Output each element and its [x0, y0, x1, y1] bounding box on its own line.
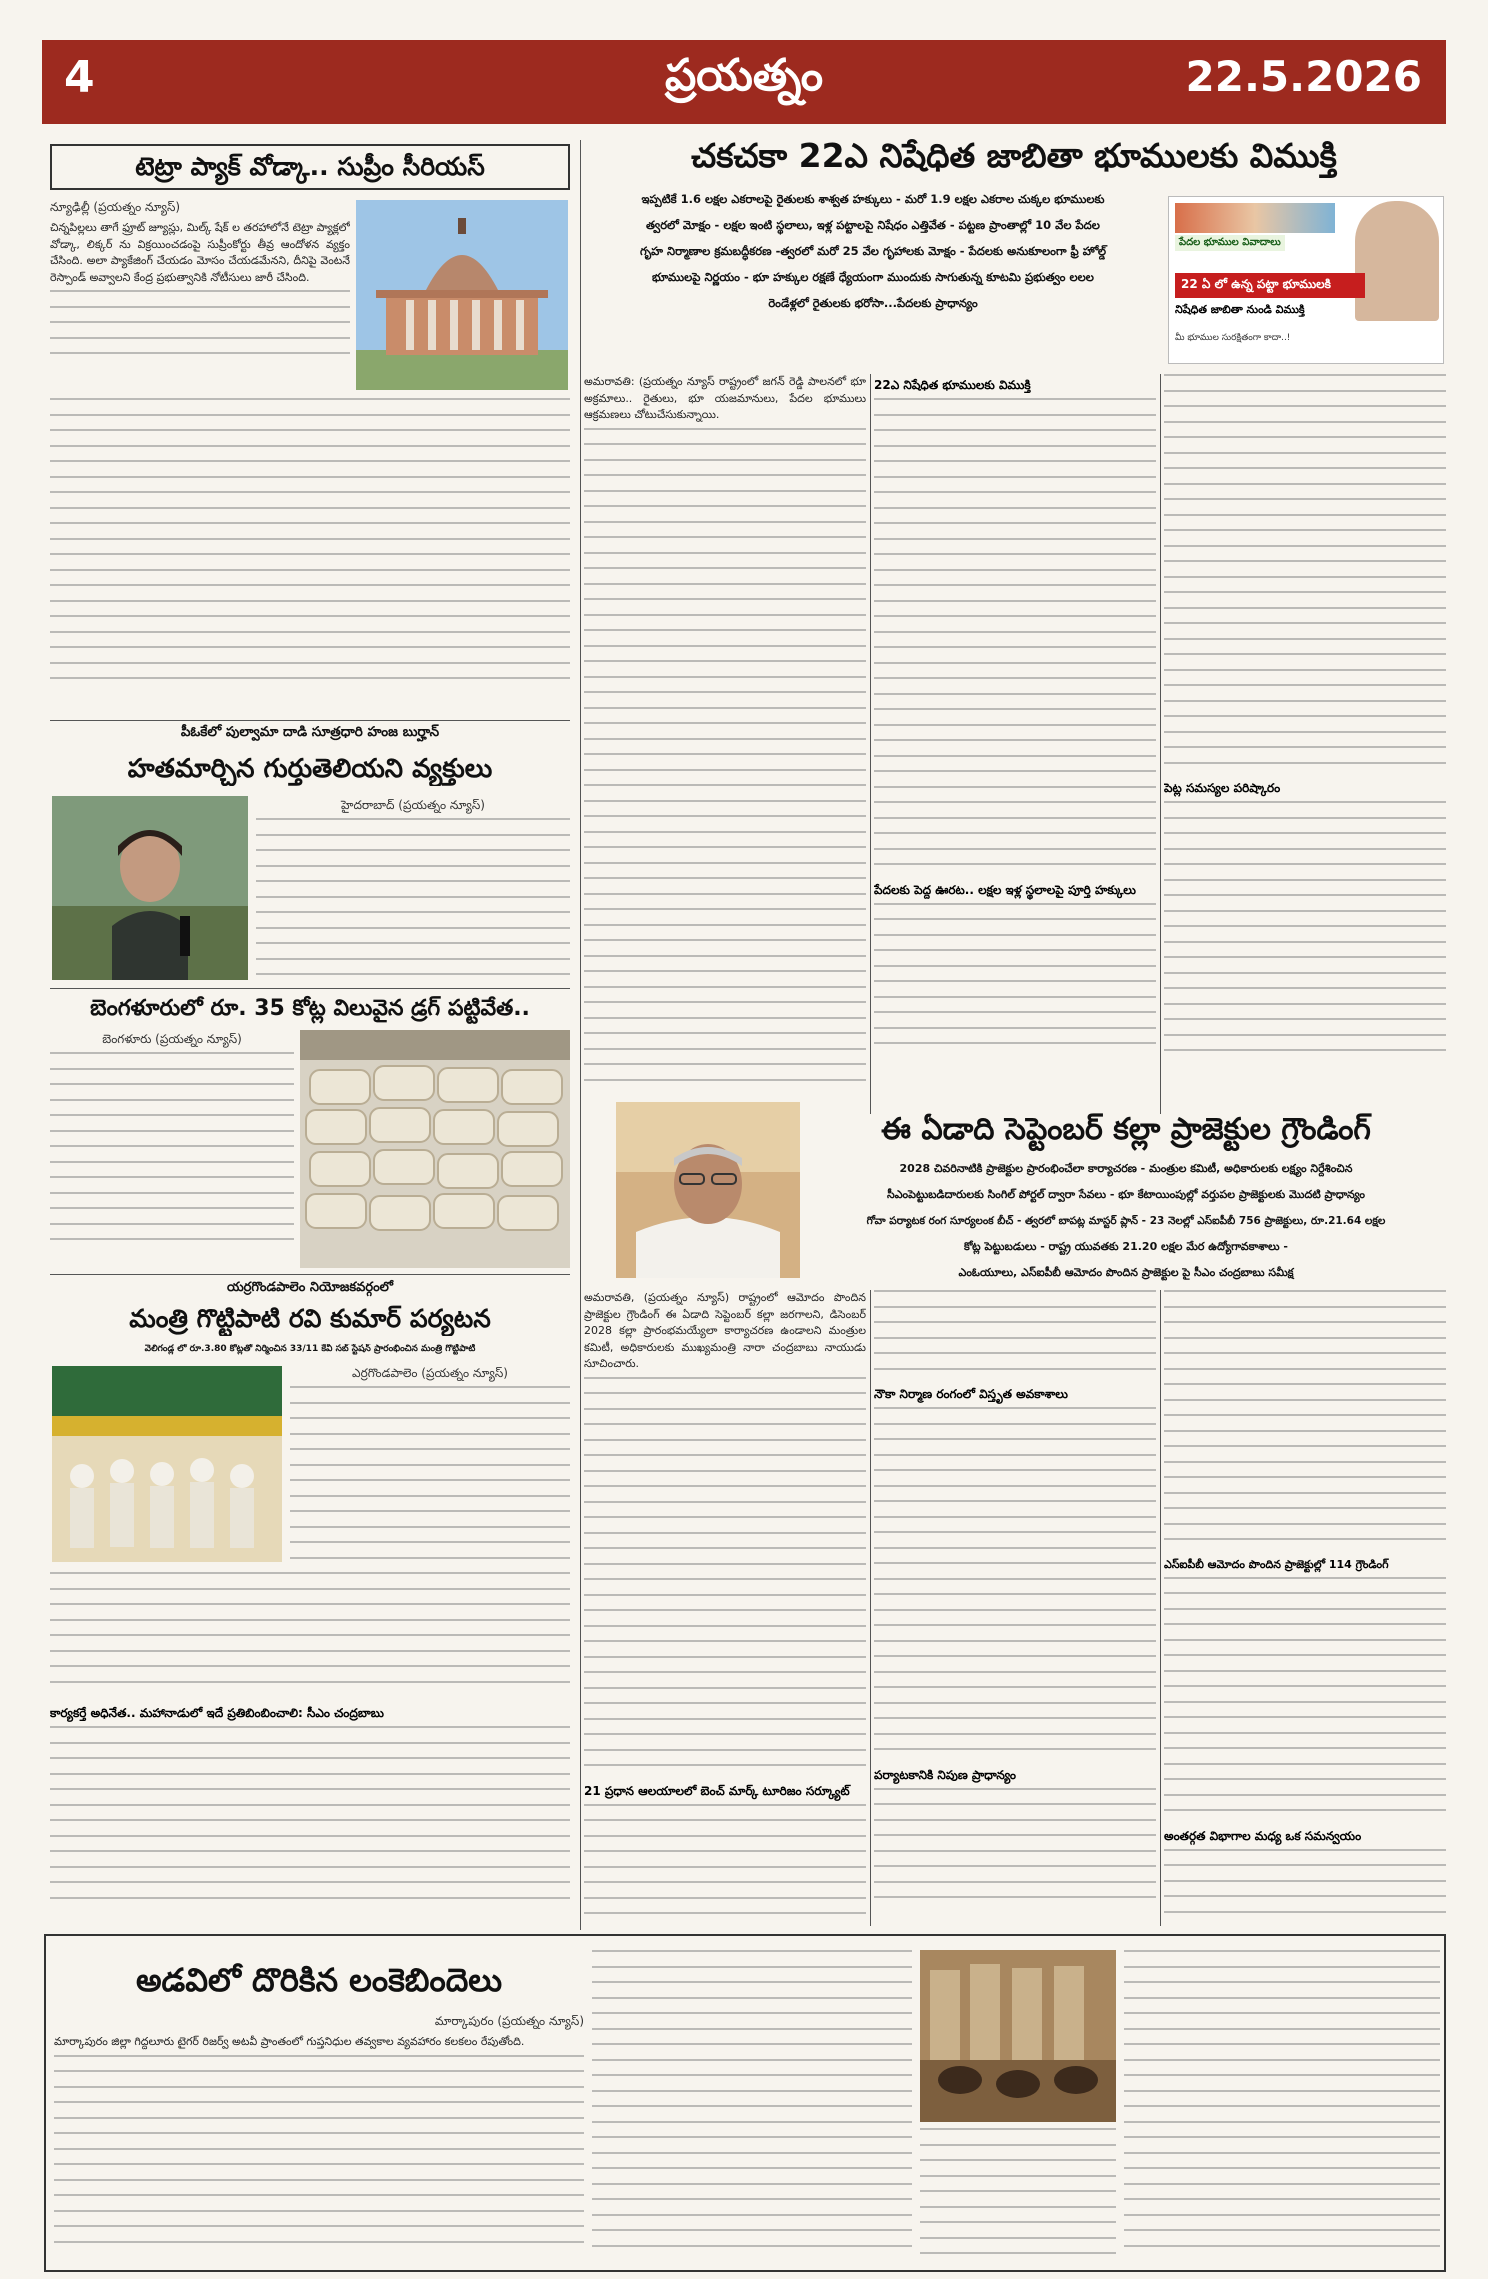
- gottipati-story-cont: [50, 1572, 570, 1702]
- forest-col-4: [1124, 1950, 1440, 2266]
- bengaluru-byline: బెంగళూరు (ప్రయత్నం న్యూస్): [102, 1032, 242, 1046]
- vodka-byline: న్యూఢిల్లీ (ప్రయత్నం న్యూస్): [50, 200, 181, 214]
- lands-col-3: [1164, 374, 1446, 1114]
- projects-subhead-4: ఎస్ఐపీబీ ఆమోదం పొందిన ప్రాజెక్టుల్లో 114 గ్రౌండింగ్: [1164, 1557, 1389, 1571]
- minister-event-photo: [52, 1366, 282, 1562]
- lands-deck-line-5: రెండేళ్లలో రైతులకు భరోసా...పేదలకు ప్రాధాన్యం: [768, 296, 978, 310]
- badge-title: పేదల భూముల వివాదాలు: [1175, 235, 1285, 251]
- page-number: 4: [64, 52, 95, 103]
- suspect-photo: [52, 796, 248, 980]
- projects-deck-line-2: సీఎంపెట్టుబడిదారులకు సింగిల్ పోర్టల్ ద్వారా సేవలు - భూ కేటాయింపుల్లో వర్తుపల ప్రాజెక్టులకు మొదటి ప్రాధాన్యం: [887, 1188, 1365, 1201]
- projects-subhead-3: పర్యాటకానికి నిపుణ ప్రాధాన్యం: [874, 1767, 1017, 1782]
- lands-deck-line-1: ఇప్పటికే 1.6 లక్షల ఎకరాలపై రైతులకు శాశ్వత హక్కులు - మరో 1.9 లక్షల ఎకరాల చుక్కల భూములకు: [641, 192, 1105, 206]
- drug-packets-photo: [300, 1030, 570, 1268]
- lands-deck-line-4: భూములపై నిర్ణయం - భూ హక్కుల రక్షణే ధ్యేయంగా ముందుకు సాగుతున్న కూటమి ప్రభుత్వం లలల: [652, 270, 1094, 284]
- column-divider: [580, 140, 581, 1930]
- lands-body: అమరావతి: (ప్రయత్నం న్యూస్ రాష్ట్రంలో జగన్ రెడ్డి పాలనలో భూ అక్రమాలు.. రైతులు, భూ యజమానులు, పేదల భూములు ఆక్రమణలు చోటుచేసుకున్నాయి.: [584, 375, 866, 421]
- projects-col-sep-2: [1160, 1290, 1161, 1926]
- lands-col-sep-1: [870, 374, 871, 1114]
- gottipati-subkicker: వెలిగండ్ల లో రూ.3.80 కోట్లతో నిర్మించిన 33/11 కేవీ సబ్ స్టేషన్ ప్రారంభించిన మంత్రి గొట్టిపాటి: [144, 1344, 476, 1354]
- left-divider-2: [50, 988, 570, 989]
- cm-portrait: [1355, 201, 1439, 321]
- bengaluru-story: [50, 1032, 294, 1270]
- issue-date: 22.5.2026: [1185, 52, 1422, 101]
- forest-col-3: [920, 2128, 1116, 2266]
- treasure-pots-photo: [920, 1950, 1116, 2122]
- lands-col-2: [874, 374, 1156, 1114]
- gottipati-headline: మంత్రి గొట్టిపాటి రవి కుమార్ పర్యటన: [129, 1304, 491, 1333]
- pulwama-kicker: పీఓకేలో పుల్వామా దాడి సూత్రధారి హంజ బుర్హాన్: [180, 724, 440, 740]
- projects-deck: [806, 1156, 1446, 1286]
- forest-col-1: [54, 2014, 584, 2264]
- pulwama-headline: హతమార్చిన గుర్తుతెలియని వ్యక్తులు: [127, 754, 493, 784]
- projects-col-2: [874, 1290, 1156, 1926]
- supreme-court-photo: [356, 200, 568, 390]
- projects-col-sep-1: [870, 1290, 871, 1926]
- chandrababu-photo: [616, 1102, 800, 1278]
- projects-subhead-2: 21 ప్రధాన ఆలయాలలో బెంచ్ మార్క్ టూరిజం సర్క్యూట్: [584, 1783, 850, 1798]
- projects-headline: ఈ ఏడాది సెప్టెంబర్ కల్లా ప్రాజెక్టుల గ్రౌండింగ్: [881, 1112, 1371, 1147]
- left-divider-1: [50, 720, 570, 721]
- vodka-paragraph: చిన్నపిల్లలు తాగే ఫ్రూట్ జ్యూస్లు, మిల్క్ షేక్ ల తరహాలోనే టెట్రా ప్యాక్లలో వోడ్కా, లిక్కర్ ను విక్రయించడంపై సుప్రీంకోర్టు తీవ్ర ఆందోళన వ్యక్తం చేసింది. అలా ప్యాకేజింగ్ చేయడం మోసం చేయడమేనని, దీనిపై వెంటనే రెస్పాండ్ అవ్వాలని కేంద్ర ప్రభుత్వానికి నోటీసులు జారీ చేసింది.: [50, 221, 350, 284]
- lands-col-sep-2: [1160, 374, 1161, 1114]
- pulwama-story: [256, 798, 570, 980]
- vodka-headline: టెట్రా ప్యాక్ వోడ్కా.. సుప్రీం సీరియస్: [50, 144, 570, 190]
- lands-col-1: [584, 374, 866, 1114]
- lands-subhead-1: 22ఎ నిషేధిత భూములకు విముక్తి: [874, 378, 1031, 392]
- projects-col-3: [1164, 1290, 1446, 1926]
- newspaper-name: ప్రయత్నం: [664, 50, 824, 101]
- land-badge-graphic: [1168, 196, 1444, 364]
- projects-col-1: [584, 1290, 866, 1926]
- vodka-text-lines: [50, 290, 350, 368]
- projects-deck-line-5: ఎంఓయూలు, ఎస్ఐపీబీ ఆమోదం పొందిన ప్రాజెక్టుల పై సీఎం చంద్రబాబు సమీక్ష: [958, 1266, 1294, 1279]
- lands-deck: [584, 186, 1162, 316]
- masthead: [42, 40, 1446, 124]
- forest-col-2: [592, 1950, 912, 2266]
- forest-body: మార్కాపురం జిల్లా గిద్దలూరు టైగర్ రిజర్వ్ అటవీ ప్రాంతంలో గుప్తనిధుల తవ్వకాల వ్యవహారం కలకలం రేపుతోంది.: [54, 2035, 525, 2048]
- projects-deck-line-3: గోవా పర్యాటక రంగ సూర్యలంక బీచ్ - త్వరలో బాపట్ల మాస్టర్ ప్లాన్ - 23 నెలల్లో ఎస్ఐపీబీ 756 ప్రాజెక్టులు, రూ.21.64 లక్షల: [866, 1215, 1386, 1227]
- projects-deck-line-4: కోట్ల పెట్టుబడులు - రాష్ట్ర యువతకు 21.20 లక్షల మేర ఉద్యోగావకాశాలు -: [964, 1240, 1288, 1253]
- bengaluru-headline: బెంగళూరులో రూ. 35 కోట్ల విలువైన డ్రగ్ పట్టివేత..: [90, 996, 530, 1021]
- cm-subhead-block: [50, 1702, 570, 1916]
- projects-subhead-1: నౌకా నిర్మాణ రంగంలో విస్తృత అవకాశాలు: [874, 1387, 1068, 1401]
- gottipati-byline: ఎర్రగొండపాలెం (ప్రయత్నం న్యూస్): [352, 1366, 508, 1380]
- badge-image: [1175, 203, 1335, 233]
- lands-subhead-3: పెట్ల సమస్యల పరిష్కారం: [1164, 781, 1281, 795]
- badge-line-2: నిషేధిత జాబితా నుండి విముక్తి: [1175, 303, 1305, 316]
- badge-line-1: 22 ఏ లో ఉన్న పట్టా భూములకి: [1175, 273, 1365, 298]
- forest-byline: మార్కాపురం (ప్రయత్నం న్యూస్): [434, 2014, 584, 2028]
- gottipati-kicker: యర్రగొండపాలెం నియోజకవర్గంలో: [226, 1280, 394, 1295]
- gottipati-story: [290, 1366, 570, 1566]
- lands-subhead-2: పేదలకు పెద్ద ఊరట.. లక్షల ఇళ్ల స్థలాలపై పూర్తి హక్కులు: [874, 882, 1136, 897]
- lands-deck-line-3: గృహ నిర్మాణాల క్రమబద్ధీకరణ -త్వరలో మరో 25 వేల గృహాలకు మోక్షం - పేదలకు అనుకూలంగా ఫ్రీ హోల్డ్: [639, 244, 1107, 258]
- left-divider-3: [50, 1274, 570, 1275]
- forest-headline: అడవిలో దొరికిన లంకెబిందెలు: [135, 1961, 503, 1999]
- projects-subhead-5: అంతర్గత విభాగాల మధ్య ఒక సమన్వయం: [1164, 1828, 1362, 1843]
- projects-deck-line-1: 2028 చివరినాటికి ప్రాజెక్టుల ప్రారంభించేలా కార్యాచరణ - మంత్రుల కమిటీ, అధికారులకు లక్ష్యం నిర్దేశించిన: [899, 1162, 1353, 1175]
- badge-small: మీ భూముల సురక్షితంగా కాదా..!: [1175, 333, 1291, 343]
- projects-body: అమరావతి, (ప్రయత్నం న్యూస్) రాష్ట్రంలో ఆమోదం పొందిన ప్రాజెక్టుల గ్రౌండింగ్ ఈ ఏడాది సెప్టెంబర్ కల్లా జరగాలని, డిసెంబర్ 2028 కల్లా ప్రారంభమయ్యేలా కార్యాచరణ ఉండాలని మంత్రుల కమిటీ, అధికారులకు ముఖ్యమంత్రి నారా చంద్రబాబు నాయుడు సూచించారు.: [584, 1291, 866, 1370]
- lands-deck-line-2: త్వరలో మోక్షం - లక్షల ఇంటి స్థలాలు, ఇళ్ల పట్టాలపై నిషేధం ఎత్తివేత - పట్టణ ప్రాంతాల్లో 10 వేల పేదల: [646, 218, 1100, 232]
- gottipati-subhead: కార్యకర్తే అధినేత.. మహానాడులో ఇదే ప్రతిబింబించాలి: సీఎం చంద్రబాబు: [50, 1706, 384, 1720]
- vodka-story-cont: [50, 398, 570, 718]
- pulwama-byline: హైదరాబాద్ (ప్రయత్నం న్యూస్): [341, 798, 485, 812]
- lands-headline: చకచకా 22ఎ నిషేధిత జాబితా భూములకు విముక్తి: [691, 136, 1337, 175]
